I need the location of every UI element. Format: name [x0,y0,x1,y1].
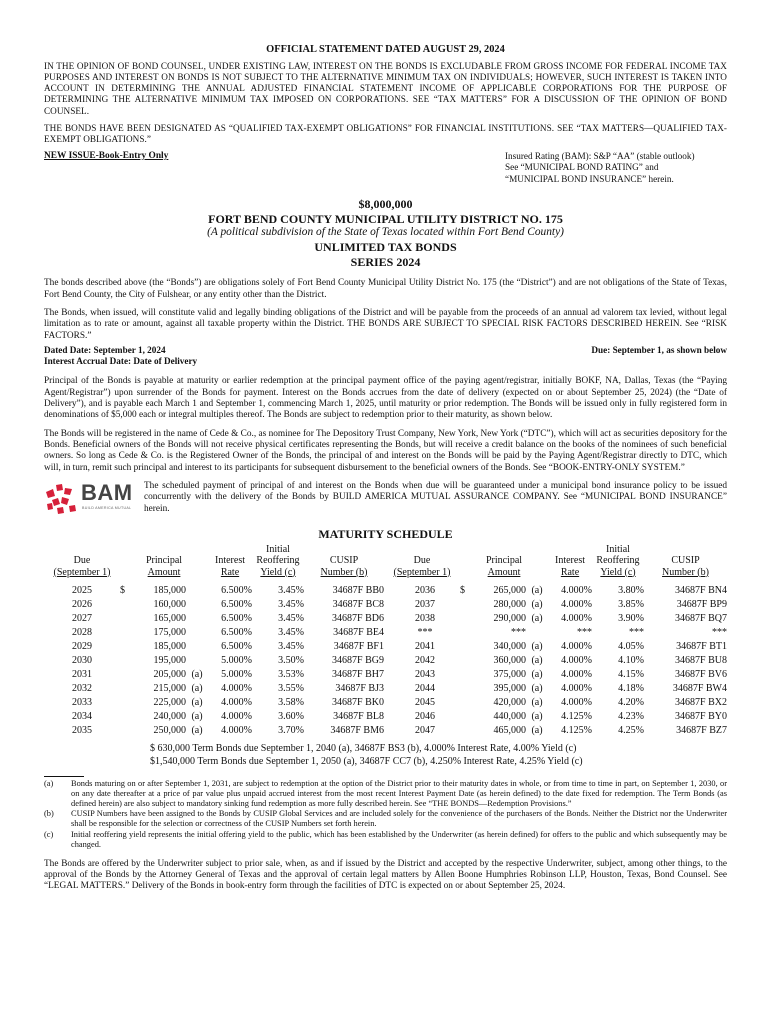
term-bond-line: $1,540,000 Term Bonds due September 1, 2050 (a), 34687F CC7 (b), 4.250% Interest Rate, 4.25% Yield (c) [150,756,583,768]
maturity-row [44,598,727,612]
maturity-dollar-sign [460,710,470,724]
maturity-dollar-sign [460,668,470,682]
maturity-cusip: 34687F BY0 [675,711,727,723]
col-due-header: Due [73,555,91,567]
maturity-due: 2027 [72,613,92,625]
maturity-dollar-sign [120,640,130,654]
maturity-due: 2026 [72,599,92,611]
maturity-cusip: 34687F BQ7 [675,613,727,625]
maturity-yield: 3.90% [618,613,644,625]
maturity-dollar-sign [120,598,130,612]
maturity-dollar-sign [460,598,470,612]
maturity-dollar-sign [460,654,470,668]
maturity-cusip: 34687F BV6 [675,669,727,681]
bond-insurance-paragraph: The scheduled payment of principal of and interest on the Bonds when due will be guaranteed under a municipal bond insurance policy to be issued concurrently with the delivery of the Bonds by BUILD AMERICA MUTUAL ASSURANCE COMPANY. See “MUNICIPAL BOND INSURANCE” herein. [144,480,727,514]
maturity-yield: 3.80% [618,585,644,597]
due-date-label: Due: September 1, as shown below [591,344,727,355]
maturity-row [44,626,727,640]
maturity-note: (a) [531,613,543,625]
maturity-rate: 4.000% [221,711,252,723]
maturity-due: 2031 [72,669,92,681]
maturity-dollar-sign [120,724,130,738]
bam-mark-shape [61,497,69,505]
maturity-yield: 4.23% [618,711,644,723]
col-cusip-header: CUSIP [329,555,359,567]
maturity-note [186,598,208,612]
maturity-note: (a) [191,669,203,681]
maturity-cusip: 34687F BX2 [675,697,727,709]
maturity-note: (a) [531,641,543,653]
maturity-yield: 4.25% [618,725,644,737]
maturity-rate: 4.000% [221,683,252,695]
maturity-yield: 3.45% [278,641,304,653]
maturity-principal: 205,000 [153,669,186,681]
maturity-schedule-table [44,544,727,739]
rating-line: Insured Rating (BAM): S&P “AA” (stable outlook) [505,151,695,162]
col-principal-subheader: Amount [487,566,521,578]
maturity-note: (a) [531,599,543,611]
maturity-rate: 4.000% [561,641,592,653]
maturity-note: (a) [191,711,203,723]
maturity-schedule-title: MATURITY SCHEDULE [318,526,453,541]
maturity-row [44,654,727,668]
maturity-cusip: 34687F BK0 [332,697,384,709]
col-cusip-subheader: Number (b) [662,566,709,578]
maturity-cusip: 34687F BG9 [332,655,384,667]
maturity-cusip: 34687F BN4 [675,585,727,597]
maturity-dollar-sign: $ [460,585,465,597]
maturity-due: 2029 [72,641,92,653]
col-principal-header: Principal [145,555,183,567]
tax-opinion-paragraph: IN THE OPINION OF BOND COUNSEL, UNDER EXISTING LAW, INTEREST ON THE BONDS IS EXCLUDABLE FROM GROSS INCOME FOR FEDERAL INCOME TAX PURPOSES AND INTEREST ON BONDS IS NOT SUBJECT TO THE ALTERNATIVE MINIMUM TAX ON INDIVIDUALS; HOWEVER, SUCH INTEREST IS TAKEN INTO ACCOUNT IN DETERMINING THE ANNUAL ADJUSTED FINANCIAL STATEMENT INCOME OF APPLICABLE CORPORATIONS FOR THE PURPOSE OF DETERMINING THE ALTERNATIVE MINIMUM TAX IMPOSED ON CORPORATIONS. SEE “TAX MATTERS” FOR A DISCUSSION OF THE OPINION OF BOND COUNSEL. [44,60,727,116]
col-yield-subheader: Yield (c) [600,566,636,578]
maturity-rate: 5.000% [221,655,252,667]
maturity-due: 2037 [415,599,435,611]
maturity-table-body [44,584,727,738]
issue-rating-row [44,151,727,185]
maturity-due: 2046 [415,711,435,723]
interest-accrual-date: Interest Accrual Date: Date of Delivery [44,356,198,367]
maturity-note: (a) [191,683,203,695]
maturity-note: (a) [531,669,543,681]
maturity-cusip: *** [712,627,727,639]
maturity-dollar-sign [120,682,130,696]
maturity-note: (a) [531,697,543,709]
maturity-due: 2032 [72,683,92,695]
maturity-dollar-sign [460,696,470,710]
maturity-note [186,584,208,598]
maturity-due: 2030 [72,655,92,667]
maturity-rate: 4.000% [561,613,592,625]
maturity-note [186,612,208,626]
col-yield-subheader: Yield (c) [260,566,296,578]
maturity-yield: 3.60% [278,711,304,723]
maturity-row [44,668,727,682]
maturity-yield: 3.45% [278,613,304,625]
offering-paragraph: The Bonds are offered by the Underwriter subject to prior sale, when, as and if issued by the District and accepted by the respective Underwriter, subject, among other things, to the approval of the Bonds by the Attorney General of Texas and the approval of certain legal matters by Allen Boone Humphries Robinson LLP, Houston, Texas, Bond Counsel. See “LEGAL MATTERS.” Delivery of the Bonds in book-entry form through the facilities of DTC is expected on or about September 25, 2024. [44,858,727,892]
maturity-principal: 375,000 [493,669,526,681]
maturity-rate: 6.500% [221,627,252,639]
maturity-header-row [44,544,727,579]
maturity-principal: 465,000 [493,725,526,737]
bam-mark-shape [64,488,72,495]
maturity-cusip: 34687F BZ7 [676,725,727,737]
maturity-principal: 165,000 [153,613,186,625]
maturity-due: 2035 [72,725,92,737]
official-statement-page [44,44,727,900]
maturity-principal: 395,000 [493,683,526,695]
maturity-dollar-sign [120,612,130,626]
bond-series: SERIES 2024 [350,254,421,269]
maturity-due: 2038 [415,613,435,625]
maturity-dollar-sign [460,612,470,626]
maturity-yield: 3.50% [278,655,304,667]
maturity-cusip: 34687F BW4 [672,683,727,695]
maturity-cusip: 34687F BC8 [332,599,384,611]
maturity-principal: 225,000 [153,697,186,709]
maturity-row [44,724,727,738]
maturity-yield: 3.53% [278,669,304,681]
maturity-rate: 4.125% [561,711,592,723]
maturity-due: 2034 [72,711,92,723]
maturity-principal: 215,000 [153,683,186,695]
maturity-yield: 3.70% [278,725,304,737]
col-due-subheader: (September 1) [53,566,111,578]
issuer-name: FORT BEND COUNTY MUNICIPAL UTILITY DISTRICT NO. 175 [208,211,563,226]
bam-logo [44,481,136,517]
footnote-text: Bonds maturing on or after September 1, 2031, are subject to redemption at the option of the District prior to their maturity dates in whole, or from time to time in part, on September 1, 2030, or on any date thereafter at a price of par value plus unpaid accrued interest from the most recent Interest Payment Date (as herein defined) to the date fixed for redemption. The Term Bonds (as defined herein) are also subject to mandatory sinking fund redemption as more fully described herein. See “THE BONDS—Redemption Provisions.” [71,779,727,809]
dated-date: Dated Date: September 1, 2024 [44,344,166,355]
maturity-note: (a) [191,725,203,737]
maturity-yield: 3.45% [278,627,304,639]
maturity-row [44,710,727,724]
col-yield-header: Reoffering [256,555,300,567]
col-rate-header: Interest [215,555,245,567]
maturity-note [186,640,208,654]
maturity-dollar-sign [120,710,130,724]
bam-wordmark: BAM [81,479,133,505]
maturity-dollar-sign [120,668,130,682]
maturity-cusip: 34687F BB0 [332,585,384,597]
maturity-row [44,612,727,626]
maturity-dollar-sign [120,626,130,640]
maturity-note: (a) [531,655,543,667]
col-yield-header: Reoffering [596,555,640,567]
maturity-dollar-sign [460,640,470,654]
col-rate-subheader: Rate [560,566,580,578]
footnote-text: Initial reoffering yield represents the initial offering yield to the public, which has been established by the Underwriter (as herein defined) for offers to the public and which subsequently may be changed. [71,829,727,849]
maturity-rate: 4.000% [221,725,252,737]
maturity-cusip: 34687F BD6 [332,613,384,625]
maturity-yield: 3.55% [278,683,304,695]
maturity-principal: 420,000 [493,697,526,709]
bam-mark-shape [57,507,64,514]
col-principal-header: Principal [485,555,523,567]
tax-levy-paragraph: The Bonds, when issued, will constitute valid and legally binding obligations of the District and will be payable from the proceeds of an annual ad valorem tax levied, without legal limitation as to rate or amount, against all taxable property within the District. THE BONDS ARE SUBJECT TO SPECIAL RISK FACTORS DESCRIBED HEREIN. See “RISK FACTORS.” [44,307,727,341]
bond-name: UNLIMITED TAX BONDS [314,240,457,255]
maturity-note: (a) [531,711,543,723]
col-initial-header: Initial [606,543,630,555]
obligations-paragraph: The bonds described above (the “Bonds”) are obligations solely of Fort Bend County Municipal Utility District No. 175 (the “District”) and are not obligations of the State of Texas, Fort Bend County, the City of Fulshear, or any entity other than the District. [44,278,727,300]
maturity-cusip: 34687F BH7 [332,669,384,681]
maturity-dollar-sign [460,626,470,640]
maturity-cusip: 34687F BF1 [333,641,384,653]
maturity-principal: 175,000 [153,627,186,639]
maturity-yield: 3.58% [278,697,304,709]
maturity-due: 2043 [415,669,435,681]
footnote-text: CUSIP Numbers have been assigned to the Bonds by CUSIP Global Services and are included solely for the convenience of the purchasers of the Bonds. Neither the District nor the Underwriter shall be responsible for the selection or correctness of the CUSIP Numbers set forth herein. [71,809,727,829]
maturity-cusip: 34687F BU8 [675,655,727,667]
col-cusip-header: CUSIP [671,555,700,567]
bam-mark-shape [52,498,60,506]
maturity-rate: 5.000% [221,669,252,681]
footnotes [44,779,727,850]
maturity-rate: 4.000% [561,585,592,597]
maturity-rate: *** [577,627,592,639]
maturity-note [186,626,208,640]
maturity-principal: *** [511,627,526,639]
maturity-cusip: 34687F BJ3 [335,683,384,695]
maturity-principal: 160,000 [153,599,186,611]
bam-mark-shape [47,503,53,510]
maturity-yield: 3.45% [278,599,304,611]
issuer-subdivision: (A political subdivision of the State of Texas located within Fort Bend County) [207,226,564,239]
maturity-due: 2047 [415,725,435,737]
rating-line: See “MUNICIPAL BOND RATING” and [505,162,659,173]
maturity-principal: 265,000 [493,585,526,597]
maturity-principal: 250,000 [153,725,186,737]
footnote-divider [44,776,84,777]
maturity-rate: 4.000% [561,599,592,611]
rating-line: “MUNICIPAL BOND INSURANCE” herein. [505,173,674,184]
maturity-rate: 4.000% [561,669,592,681]
maturity-cusip: 34687F BT1 [676,641,727,653]
maturity-yield: 3.45% [278,585,304,597]
maturity-note: (a) [191,697,203,709]
maturity-yield: 4.15% [618,669,644,681]
maturity-principal: 240,000 [153,711,186,723]
maturity-principal: 340,000 [493,641,526,653]
footnote-item [44,779,727,809]
new-issue-label: NEW ISSUE-Book-Entry Only [44,151,169,162]
maturity-due: 2033 [72,697,92,709]
maturity-note: (a) [531,725,543,737]
col-initial-header: Initial [266,543,290,555]
maturity-note: (a) [531,585,543,597]
maturity-due: 2042 [415,655,435,667]
col-due-subheader: (September 1) [393,566,451,578]
maturity-rate: 6.500% [221,585,252,597]
bam-mark-icon [44,483,78,515]
maturity-dollar-sign [120,696,130,710]
maturity-due: 2028 [72,627,92,639]
maturity-principal: 440,000 [493,711,526,723]
footnote-item [44,809,727,829]
dates-left [44,345,197,367]
maturity-principal: 290,000 [493,613,526,625]
maturity-due: 2036 [415,585,435,597]
maturity-due: 2025 [72,585,92,597]
maturity-cusip: 34687F BM6 [330,725,384,737]
maturity-yield: 4.20% [618,697,644,709]
maturity-due: 2045 [415,697,435,709]
col-principal-subheader: Amount [147,566,181,578]
maturity-rate: 4.125% [561,725,592,737]
maturity-due: *** [417,627,433,639]
maturity-principal: 185,000 [153,585,186,597]
qualified-obligations-paragraph: THE BONDS HAVE BEEN DESIGNATED AS “QUALIFIED TAX-EXEMPT OBLIGATIONS” FOR FINANCIAL INSTITUTIONS. SEE “TAX MATTERS—QUALIFIED TAX-EXEMPT OBLIGATIONS.” [44,122,727,144]
maturity-rate: 6.500% [221,641,252,653]
footnote-mark: (a) [44,779,54,789]
maturity-rate: 4.000% [561,697,592,709]
maturity-yield: *** [629,627,644,639]
bond-title-block [44,197,727,269]
maturity-cusip: 34687F BP9 [676,599,727,611]
principal-payment-paragraph: Principal of the Bonds is payable at maturity or earlier redemption at the principal payment office of the paying agent/registrar, initially BOKF, NA, Dallas, Texas (the “Paying Agent/Registrar”) upon surrender of the Bonds for payment. Interest on the Bonds accrues from the date of delivery (expected on or about September 25, 2024) (the “Date of Delivery”), and is payable each March 1 and September 1, commencing March 1, 2025, until maturity or prior redemption. The Bonds will be issued only in fully registered form in denominations of $5,000 each or integral multiples thereof. The Bonds are subject to redemption prior to their maturity, as shown below. [44,376,727,421]
footnote-item [44,830,727,850]
maturity-yield: 4.18% [618,683,644,695]
book-entry-paragraph: The Bonds will be registered in the name of Cede & Co., as nominee for The Depository Trust Company, New York, New York (“DTC”), which will act as securities depository for the Bonds. Beneficial owners of the Bonds will not receive physical certificates representing the Bonds, but will receive a credit balance on the books of the nominees of such beneficial owners. So long as Cede & Co. is the Registered Owner of the Bonds, the principal of and interest on the Bonds will be paid by the Paying Agent/Registrar directly to DTC, which will, in turn, remit such principal and interest to its participants for subsequent disbursement to the beneficial owners of the Bonds. See “BOOK-ENTRY-ONLY SYSTEM.” [44,428,727,473]
col-due-header: Due [413,555,431,567]
maturity-rate: 4.000% [561,655,592,667]
maturity-row [44,640,727,654]
maturity-due: 2044 [415,683,435,695]
dates-row [44,345,727,367]
bond-insurance-row [44,481,727,517]
col-rate-header: Interest [555,555,585,567]
maturity-rate: 4.000% [561,683,592,695]
maturity-row [44,696,727,710]
maturity-cusip: 34687F BL8 [333,711,384,723]
maturity-due: 2041 [415,641,435,653]
maturity-note: (a) [531,683,543,695]
insured-rating-block [505,151,727,185]
term-bond-line: $ 630,000 Term Bonds due September 1, 2040 (a), 34687F BS3 (b), 4.000% Interest Rate, 4.00% Yield (c) [150,743,577,755]
maturity-yield: 4.05% [618,641,644,653]
maturity-note [526,626,548,640]
official-statement-title: OFFICIAL STATEMENT DATED AUGUST 29, 2024 [266,44,505,55]
maturity-dollar-sign [460,682,470,696]
maturity-principal: 185,000 [153,641,186,653]
maturity-dollar-sign [120,654,130,668]
maturity-row [44,584,727,598]
col-cusip-subheader: Number (b) [320,566,368,578]
issue-amount: $8,000,000 [358,196,413,211]
footnote-mark: (c) [44,829,54,839]
maturity-rate: 6.500% [221,599,252,611]
maturity-rate: 4.000% [221,697,252,709]
bam-mark-shape [46,489,55,498]
maturity-dollar-sign: $ [120,585,125,597]
bam-mark-shape [56,484,63,491]
maturity-principal: 280,000 [493,599,526,611]
maturity-principal: 360,000 [493,655,526,667]
bam-tagline: BUILD AMERICA MUTUAL [82,505,132,510]
maturity-yield: 4.10% [618,655,644,667]
bam-mark-shape [69,505,76,512]
maturity-rate: 6.500% [221,613,252,625]
maturity-principal: 195,000 [153,655,186,667]
col-rate-subheader: Rate [220,566,240,578]
footnote-mark: (b) [44,809,54,819]
maturity-dollar-sign [460,724,470,738]
maturity-cusip: 34687F BE4 [333,627,384,639]
maturity-note [186,654,208,668]
term-bonds-block [150,742,727,768]
maturity-yield: 3.85% [618,599,644,611]
maturity-row [44,682,727,696]
